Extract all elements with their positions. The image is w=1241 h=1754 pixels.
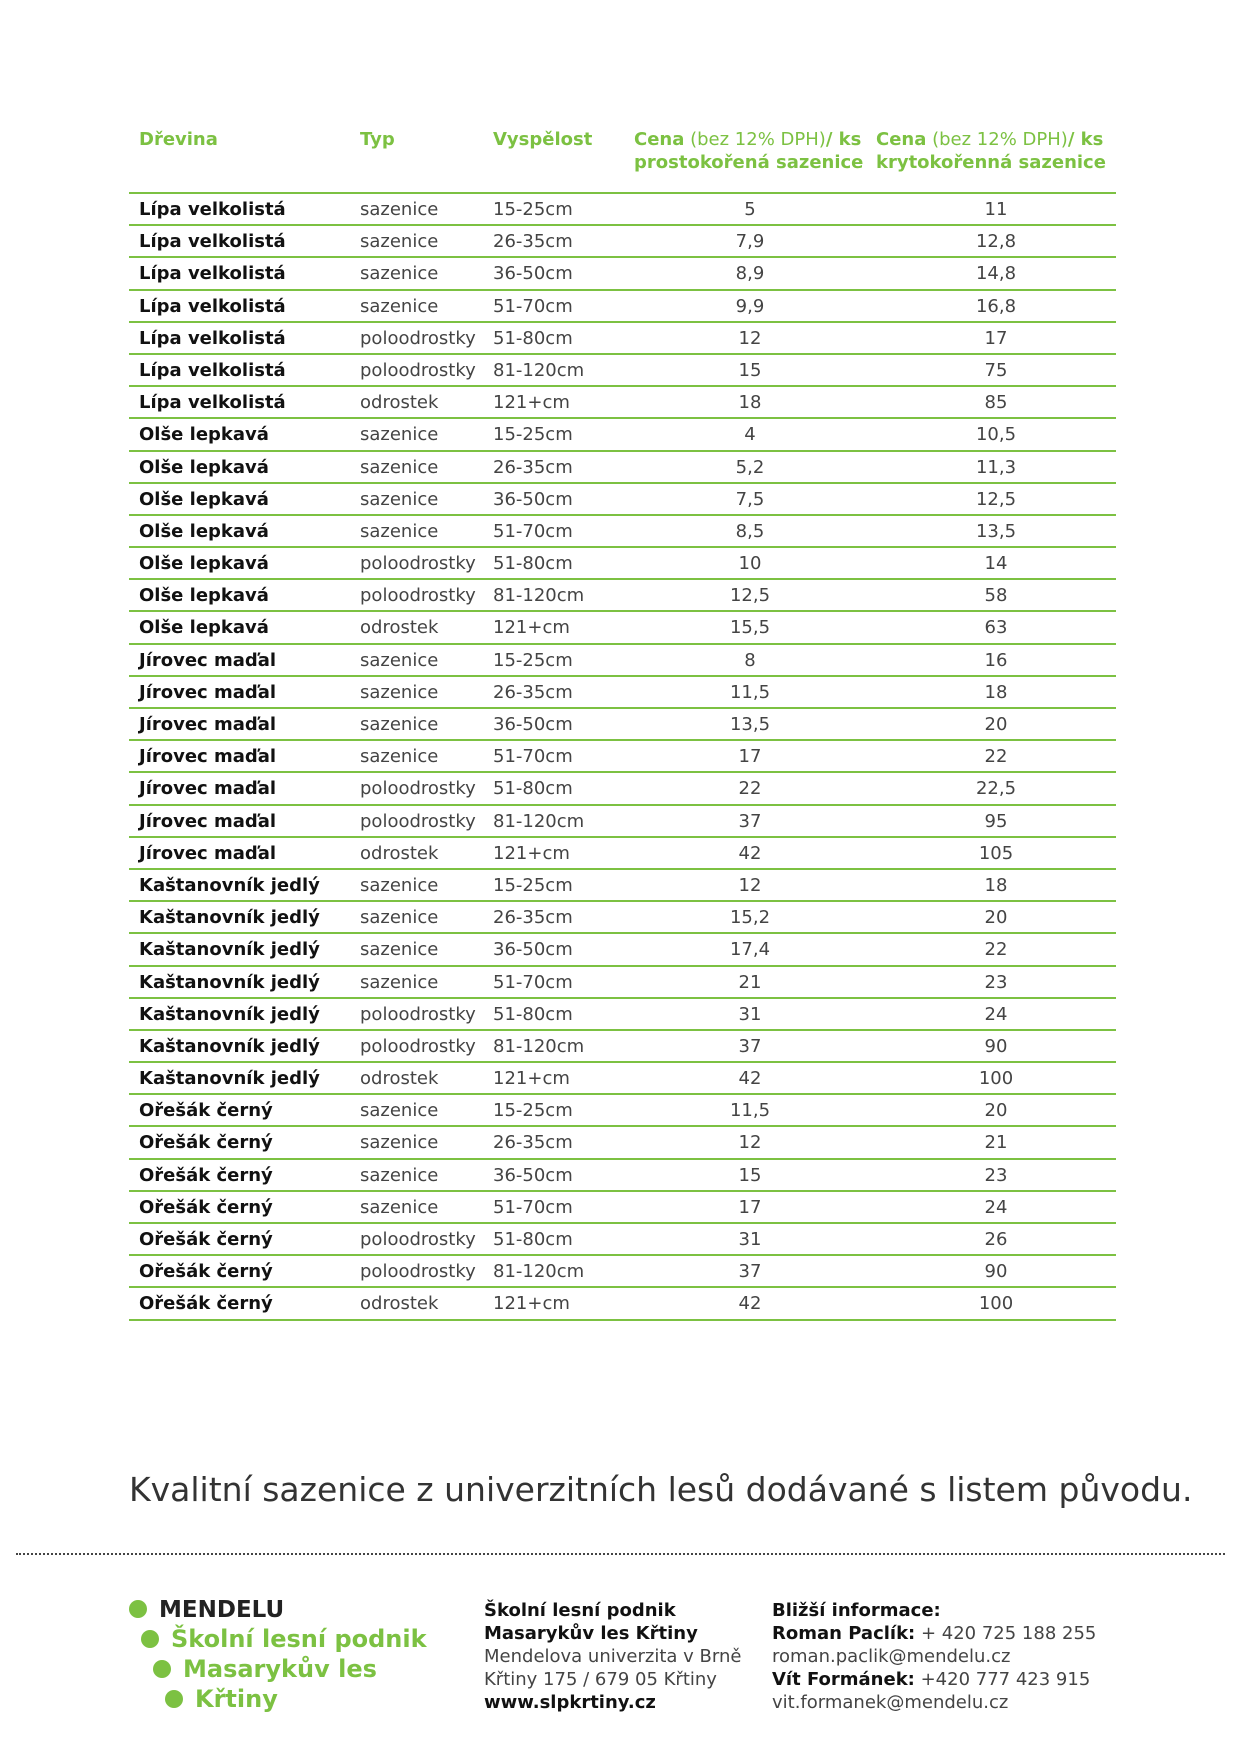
cell-cena-prostokorena: 42: [738, 1293, 762, 1315]
cell-cena-prostokorena: 11,5: [729, 681, 771, 703]
cell-typ: sazenice: [360, 263, 439, 285]
cell-typ: sazenice: [360, 1132, 439, 1154]
table-row: [129, 323, 1116, 355]
cell-vyspelost: 51-80cm: [493, 1003, 573, 1025]
cell-drevina: Olše lepkavá: [139, 456, 269, 478]
cell-vyspelost: 121+cm: [493, 1068, 570, 1090]
cell-cena-krytokorena: 16,8: [975, 295, 1017, 317]
table-row: [129, 291, 1116, 323]
cell-vyspelost: 26-35cm: [493, 231, 573, 253]
header-text: prostokořená sazenice: [634, 152, 864, 173]
cell-drevina: Olše lepkavá: [139, 585, 269, 607]
cell-cena-prostokorena: 5: [744, 199, 756, 220]
cell-vyspelost: 36-50cm: [493, 488, 573, 510]
cell-cena-prostokorena: 8: [744, 649, 756, 671]
header-text: / ks: [1067, 129, 1104, 150]
cell-drevina: Kaštanovník jedlý: [139, 1068, 320, 1090]
dotted-divider: [16, 1553, 1225, 1555]
contact-person-2: [772, 1668, 1096, 1691]
cell-drevina: Jírovec maďal: [139, 746, 277, 768]
cell-cena-prostokorena: 17: [738, 746, 762, 768]
cell-cena-prostokorena: 22: [738, 778, 762, 800]
cell-drevina: Jírovec maďal: [139, 778, 277, 800]
cell-typ: sazenice: [360, 520, 439, 542]
cell-cena-prostokorena: 31: [738, 1229, 762, 1250]
cell-drevina: Olše lepkavá: [139, 488, 269, 510]
cell-cena-krytokorena: 11: [984, 199, 1008, 220]
cell-cena-prostokorena: 21: [738, 971, 762, 993]
cell-typ: poloodrostky: [360, 810, 476, 832]
cell-cena-prostokorena: 8,9: [735, 263, 765, 285]
cell-typ: odrostek: [360, 1293, 439, 1315]
contact-block: [772, 1599, 1096, 1714]
cell-cena-krytokorena: 58: [984, 585, 1008, 607]
cell-drevina: Ořešák černý: [139, 1100, 273, 1122]
cell-vyspelost: 36-50cm: [493, 1164, 573, 1186]
cell-vyspelost: 81-120cm: [493, 585, 585, 607]
table-row: [129, 1256, 1116, 1288]
cell-vyspelost: 51-70cm: [493, 746, 573, 768]
org-name-line1: Školní lesní podnik: [484, 1600, 676, 1621]
cell-cena-prostokorena: 12: [738, 1132, 762, 1154]
cell-cena-prostokorena: 15: [738, 1164, 762, 1186]
cell-drevina: Jírovec maďal: [139, 649, 277, 671]
cell-cena-prostokorena: 15,2: [729, 907, 771, 929]
cell-typ: poloodrostky: [360, 1261, 476, 1283]
cell-cena-prostokorena: 17: [738, 1196, 762, 1218]
table-row: [129, 838, 1116, 870]
cell-cena-krytokorena: 105: [978, 842, 1014, 864]
cell-cena-krytokorena: 21: [984, 1132, 1008, 1154]
table-row: [129, 645, 1116, 677]
col-header-cena-krytokorena: [876, 128, 1106, 174]
cell-cena-krytokorena: 18: [984, 874, 1008, 896]
cell-cena-prostokorena: 12: [738, 874, 762, 896]
col-header-cena-prostokorena: [634, 128, 863, 174]
col-header-vyspelost: Vyspělost: [493, 129, 593, 150]
org-name-line2: Masarykův les Křtiny: [484, 1623, 698, 1644]
cell-vyspelost: 51-80cm: [493, 327, 573, 349]
table-row: [129, 1160, 1116, 1192]
cell-vyspelost: 15-25cm: [493, 199, 573, 220]
cell-cena-krytokorena: 100: [978, 1068, 1014, 1090]
cell-vyspelost: 51-70cm: [493, 1196, 573, 1218]
cell-cena-krytokorena: 10,5: [975, 424, 1017, 446]
cell-cena-krytokorena: 17: [984, 327, 1008, 349]
cell-cena-krytokorena: 95: [984, 810, 1008, 832]
cell-vyspelost: 81-120cm: [493, 1261, 585, 1283]
cell-vyspelost: 121+cm: [493, 1293, 570, 1315]
cell-drevina: Jírovec maďal: [139, 842, 277, 864]
cell-cena-krytokorena: 90: [984, 1261, 1008, 1283]
table-row: [129, 612, 1116, 644]
table-row: [129, 806, 1116, 838]
col-header-drevina: Dřevina: [139, 129, 218, 150]
cell-vyspelost: 121+cm: [493, 392, 570, 414]
cell-vyspelost: 81-120cm: [493, 359, 585, 381]
cell-vyspelost: 51-80cm: [493, 778, 573, 800]
cell-cena-prostokorena: 8,5: [735, 520, 765, 542]
cell-drevina: Kaštanovník jedlý: [139, 1035, 320, 1057]
cell-cena-krytokorena: 20: [984, 1100, 1008, 1122]
table-row: [129, 484, 1116, 516]
cell-vyspelost: 26-35cm: [493, 681, 573, 703]
table-body: [129, 194, 1116, 1321]
cell-typ: odrostek: [360, 842, 439, 864]
col-header-typ: Typ: [360, 129, 395, 150]
circle-icon: [165, 1690, 183, 1708]
cell-cena-krytokorena: 24: [984, 1003, 1008, 1025]
cell-vyspelost: 51-70cm: [493, 971, 573, 993]
cell-typ: poloodrostky: [360, 778, 476, 800]
cell-typ: sazenice: [360, 295, 439, 317]
cell-typ: poloodrostky: [360, 553, 476, 575]
cell-cena-krytokorena: 23: [984, 971, 1008, 993]
table-row: [129, 1127, 1116, 1159]
cell-vyspelost: 36-50cm: [493, 263, 573, 285]
contact-phone: + 420 725 188 255: [915, 1623, 1097, 1644]
cell-vyspelost: 15-25cm: [493, 874, 573, 896]
circle-icon: [129, 1600, 147, 1618]
cell-drevina: Kaštanovník jedlý: [139, 874, 320, 896]
table-row: [129, 999, 1116, 1031]
logo-text: Školní lesní podnik: [171, 1625, 427, 1653]
contact-name: Roman Paclík:: [772, 1623, 916, 1644]
cell-cena-prostokorena: 15: [738, 359, 762, 381]
table-row: [129, 677, 1116, 709]
cell-cena-prostokorena: 37: [738, 1035, 762, 1057]
cell-typ: sazenice: [360, 874, 439, 896]
cell-drevina: Ořešák černý: [139, 1293, 273, 1315]
contact-name: Vít Formánek:: [772, 1669, 915, 1690]
cell-drevina: Lípa velkolistá: [139, 263, 286, 285]
cell-drevina: Olše lepkavá: [139, 520, 269, 542]
price-table: [129, 120, 1116, 1321]
header-text: krytokořenná sazenice: [876, 152, 1106, 173]
cell-typ: sazenice: [360, 456, 439, 478]
cell-drevina: Kaštanovník jedlý: [139, 907, 320, 929]
cell-typ: sazenice: [360, 424, 439, 446]
cell-typ: sazenice: [360, 649, 439, 671]
table-row: [129, 258, 1116, 290]
cell-cena-krytokorena: 11,3: [975, 456, 1017, 478]
cell-cena-krytokorena: 22: [984, 939, 1008, 961]
cell-cena-krytokorena: 90: [984, 1035, 1008, 1057]
logo-text: Křtiny: [195, 1685, 278, 1713]
cell-vyspelost: 121+cm: [493, 617, 570, 639]
header-text: / ks: [825, 129, 862, 150]
cell-drevina: Kaštanovník jedlý: [139, 939, 320, 961]
cell-cena-prostokorena: 5,2: [735, 456, 765, 478]
cell-typ: poloodrostky: [360, 1003, 476, 1025]
cell-cena-krytokorena: 22: [984, 746, 1008, 768]
cell-vyspelost: 81-120cm: [493, 1035, 585, 1057]
cell-drevina: Lípa velkolistá: [139, 392, 286, 414]
table-row: [129, 226, 1116, 258]
table-row: [129, 773, 1116, 805]
cell-drevina: Ořešák černý: [139, 1196, 273, 1218]
circle-icon: [153, 1660, 171, 1678]
tagline: Kvalitní sazenice z univerzitních lesů dodávané s listem původu.: [129, 1470, 1193, 1509]
table-row: [129, 355, 1116, 387]
cell-cena-prostokorena: 37: [738, 810, 762, 832]
table-row: [129, 870, 1116, 902]
cell-drevina: Kaštanovník jedlý: [139, 1003, 320, 1025]
cell-drevina: Jírovec maďal: [139, 810, 277, 832]
cell-cena-krytokorena: 63: [984, 617, 1008, 639]
table-row: [129, 387, 1116, 419]
cell-cena-prostokorena: 7,9: [735, 231, 765, 253]
cell-drevina: Lípa velkolistá: [139, 231, 286, 253]
cell-cena-krytokorena: 24: [984, 1196, 1008, 1218]
cell-drevina: Lípa velkolistá: [139, 199, 286, 220]
contact-person-1: [772, 1622, 1096, 1645]
logo-line-slp: [141, 1625, 427, 1653]
header-text: (bez 12% DPH): [926, 129, 1068, 150]
table-row: [129, 580, 1116, 612]
table-row: [129, 1031, 1116, 1063]
table-row: [129, 1095, 1116, 1127]
table-row: [129, 902, 1116, 934]
cell-cena-krytokorena: 20: [984, 714, 1008, 735]
org-street: Křtiny 175 / 679 05 Křtiny: [484, 1669, 717, 1690]
table-row: [129, 934, 1116, 966]
cell-drevina: Olše lepkavá: [139, 424, 269, 446]
table-row: [129, 709, 1116, 741]
cell-cena-krytokorena: 20: [984, 907, 1008, 929]
circle-icon: [141, 1630, 159, 1648]
cell-typ: odrostek: [360, 617, 439, 639]
website-link[interactable]: www.slpkrtiny.cz: [484, 1692, 656, 1713]
table-row: [129, 1192, 1116, 1224]
cell-vyspelost: 121+cm: [493, 842, 570, 864]
cell-typ: sazenice: [360, 1196, 439, 1218]
cell-drevina: Jírovec maďal: [139, 714, 277, 735]
cell-drevina: Lípa velkolistá: [139, 327, 286, 349]
logo-text: MENDELU: [159, 1597, 285, 1623]
cell-cena-prostokorena: 42: [738, 1068, 762, 1090]
org-university: Mendelova univerzita v Brně: [484, 1646, 742, 1667]
cell-typ: sazenice: [360, 199, 439, 220]
cell-typ: sazenice: [360, 714, 439, 735]
cell-cena-prostokorena: 10: [738, 553, 762, 575]
cell-typ: sazenice: [360, 681, 439, 703]
table-row: [129, 741, 1116, 773]
cell-cena-krytokorena: 14: [984, 553, 1008, 575]
cell-typ: poloodrostky: [360, 359, 476, 381]
contact-email-2[interactable]: vit.formanek@mendelu.cz: [772, 1692, 1009, 1713]
cell-typ: poloodrostky: [360, 1035, 476, 1057]
cell-cena-krytokorena: 75: [984, 359, 1008, 381]
cell-cena-krytokorena: 100: [978, 1293, 1014, 1315]
cell-drevina: Ořešák černý: [139, 1164, 273, 1186]
cell-cena-krytokorena: 16: [984, 649, 1008, 671]
header-text: (bez 12% DPH): [684, 129, 826, 150]
table-header: [129, 120, 1116, 194]
cell-vyspelost: 36-50cm: [493, 939, 573, 961]
cell-cena-krytokorena: 22,5: [975, 778, 1017, 800]
cell-typ: sazenice: [360, 939, 439, 961]
cell-vyspelost: 15-25cm: [493, 1100, 573, 1122]
cell-typ: sazenice: [360, 488, 439, 510]
cell-cena-prostokorena: 17,4: [729, 939, 771, 961]
table-row: [129, 419, 1116, 451]
cell-cena-prostokorena: 31: [738, 1003, 762, 1025]
table-row: [129, 452, 1116, 484]
cell-typ: sazenice: [360, 746, 439, 768]
cell-vyspelost: 51-80cm: [493, 553, 573, 575]
cell-typ: odrostek: [360, 392, 439, 414]
cell-typ: poloodrostky: [360, 1229, 476, 1250]
cell-vyspelost: 81-120cm: [493, 810, 585, 832]
cell-typ: sazenice: [360, 971, 439, 993]
cell-drevina: Lípa velkolistá: [139, 359, 286, 381]
cell-typ: odrostek: [360, 1068, 439, 1090]
contact-email-1[interactable]: roman.paclik@mendelu.cz: [772, 1646, 1011, 1667]
cell-vyspelost: 26-35cm: [493, 1132, 573, 1154]
cell-typ: sazenice: [360, 1100, 439, 1122]
cell-cena-prostokorena: 15,5: [729, 617, 771, 639]
cell-cena-krytokorena: 14,8: [975, 263, 1017, 285]
cell-drevina: Lípa velkolistá: [139, 295, 286, 317]
cell-drevina: Jírovec maďal: [139, 681, 277, 703]
table-row: [129, 1288, 1116, 1320]
cell-cena-krytokorena: 18: [984, 681, 1008, 703]
cell-cena-krytokorena: 12,8: [975, 231, 1017, 253]
table-row: [129, 1063, 1116, 1095]
cell-vyspelost: 36-50cm: [493, 714, 573, 735]
cell-vyspelost: 15-25cm: [493, 424, 573, 446]
cell-cena-krytokorena: 85: [984, 392, 1008, 414]
cell-cena-prostokorena: 12,5: [729, 585, 771, 607]
table-row: [129, 1224, 1116, 1256]
logo-line-mendelu: [129, 1597, 284, 1623]
cell-cena-prostokorena: 7,5: [735, 488, 765, 510]
cell-cena-prostokorena: 9,9: [735, 295, 765, 317]
logo-line-krtiny: [165, 1685, 278, 1713]
cell-drevina: Olše lepkavá: [139, 617, 269, 639]
cell-typ: poloodrostky: [360, 327, 476, 349]
table-row: [129, 516, 1116, 548]
cell-cena-prostokorena: 4: [744, 424, 756, 446]
cell-cena-krytokorena: 23: [984, 1164, 1008, 1186]
cell-drevina: Ořešák černý: [139, 1261, 273, 1283]
cell-cena-krytokorena: 12,5: [975, 488, 1017, 510]
cell-drevina: Kaštanovník jedlý: [139, 971, 320, 993]
cell-vyspelost: 26-35cm: [493, 456, 573, 478]
cell-cena-krytokorena: 13,5: [975, 520, 1017, 542]
cell-cena-prostokorena: 42: [738, 842, 762, 864]
cell-cena-prostokorena: 11,5: [729, 1100, 771, 1122]
cell-typ: sazenice: [360, 907, 439, 929]
header-text: Cena: [876, 129, 927, 150]
cell-cena-prostokorena: 12: [738, 327, 762, 349]
cell-cena-prostokorena: 37: [738, 1261, 762, 1283]
table-row: [129, 548, 1116, 580]
cell-drevina: Olše lepkavá: [139, 553, 269, 575]
logo-line-masarykuv-les: [153, 1655, 377, 1683]
cell-vyspelost: 51-70cm: [493, 520, 573, 542]
table-row: [129, 194, 1116, 226]
contact-phone: +420 777 423 915: [914, 1669, 1091, 1690]
cell-typ: sazenice: [360, 1164, 439, 1186]
cell-vyspelost: 26-35cm: [493, 907, 573, 929]
cell-typ: sazenice: [360, 231, 439, 253]
cell-cena-prostokorena: 18: [738, 392, 762, 414]
cell-vyspelost: 15-25cm: [493, 649, 573, 671]
cell-cena-prostokorena: 13,5: [729, 714, 771, 735]
cell-vyspelost: 51-80cm: [493, 1229, 573, 1250]
logo-text: Masarykův les: [183, 1655, 377, 1683]
table-row: [129, 967, 1116, 999]
cell-cena-krytokorena: 26: [984, 1229, 1008, 1250]
cell-vyspelost: 51-70cm: [493, 295, 573, 317]
address-block: [484, 1599, 741, 1714]
cell-typ: poloodrostky: [360, 585, 476, 607]
contact-heading: Bližší informace:: [772, 1600, 941, 1621]
header-text: Cena: [634, 129, 685, 150]
cell-drevina: Ořešák černý: [139, 1132, 273, 1154]
cell-drevina: Ořešák černý: [139, 1229, 273, 1250]
